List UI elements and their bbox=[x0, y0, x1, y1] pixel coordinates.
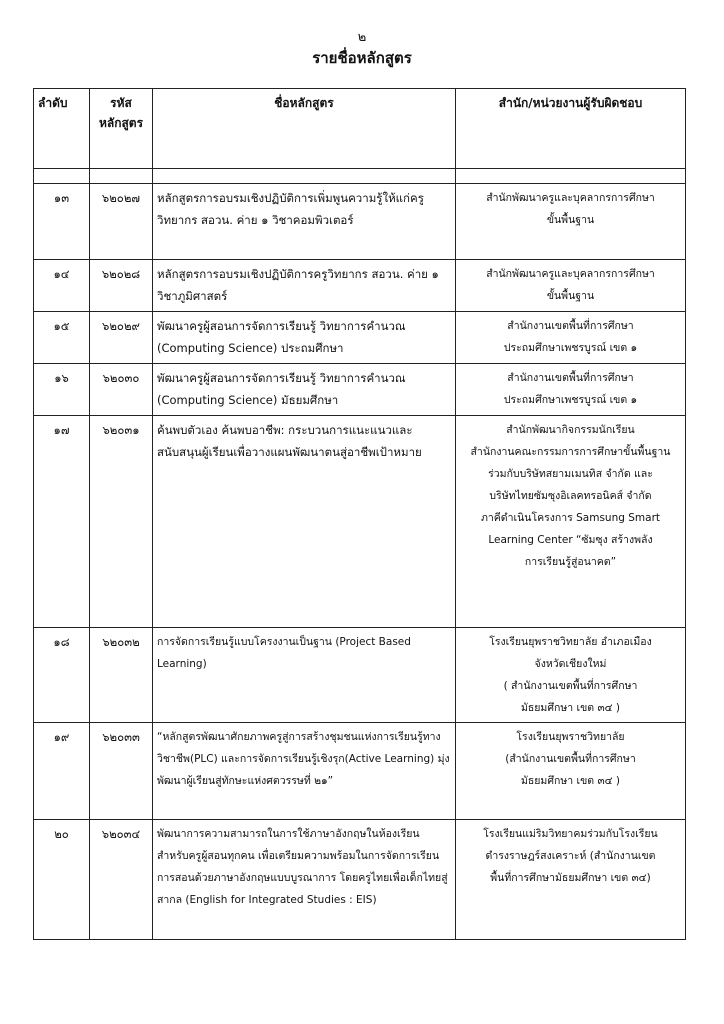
agency-line: ประถมศึกษาเพชรบูรณ์ เขต ๑ bbox=[503, 394, 638, 406]
table-row bbox=[34, 723, 686, 820]
row-number: ๑๖ bbox=[34, 364, 90, 416]
course-name: พัฒนาการความสามารถในการใช้ภาษาอังกฤษในห้องเรียนสำหรับครูผู้สอนทุกคน เพื่อเตรียมความพร้อมในการจัดการเรียนการสอนด้วยภาษาอังกฤษแบบบูรณาการ โดยครูไทยเพื่อเด็กไทยสู่สากล (English for Integrated Studies : EIS) bbox=[153, 820, 456, 940]
course-code: ๖๒๐๓๔ bbox=[90, 820, 153, 940]
course-name: การจัดการเรียนรู้แบบโครงงานเป็นฐาน (Project Based Learning) bbox=[153, 628, 456, 723]
row-number: ๒๐ bbox=[34, 820, 90, 940]
course-code: ๖๒๐๓๑ bbox=[90, 416, 153, 628]
course-name: หลักสูตรการอบรมเชิงปฏิบัติการครูวิทยากร สอวน. ค่าย ๑ วิชาภูมิศาสตร์ bbox=[153, 260, 456, 312]
table-row bbox=[34, 416, 686, 628]
row-number: ๑๔ bbox=[34, 260, 90, 312]
course-code: ๖๒๐๓๓ bbox=[90, 723, 153, 820]
course-agency bbox=[456, 260, 686, 312]
agency-line: โรงเรียนยุพราชวิทยาลัย อำเภอเมือง bbox=[489, 636, 652, 648]
row-number: ๑๗ bbox=[34, 416, 90, 628]
agency-line: ประถมศึกษาเพชรบูรณ์ เขต ๑ bbox=[503, 342, 638, 354]
course-agency bbox=[456, 820, 686, 940]
course-agency bbox=[456, 416, 686, 628]
agency-line: สำนักงานเขตพื้นที่การศึกษา bbox=[507, 320, 634, 332]
course-code: ๖๒๐๒๘ bbox=[90, 260, 153, 312]
agency-line: จังหวัดเชียงใหม่ bbox=[534, 658, 607, 670]
agency-line: สำนักงานคณะกรรมการการศึกษาขั้นพื้นฐาน bbox=[470, 446, 671, 458]
course-code: ๖๒๐๒๗ bbox=[90, 184, 153, 260]
course-agency bbox=[456, 184, 686, 260]
row-number: ๑๘ bbox=[34, 628, 90, 723]
course-agency bbox=[456, 364, 686, 416]
table-row bbox=[34, 312, 686, 364]
agency-line: สำนักพัฒนากิจกรรมนักเรียน bbox=[506, 424, 635, 436]
header-code-line2: หลักสูตร bbox=[98, 116, 144, 130]
header-agency: สำนัก/หน่วยงานผู้รับผิดชอบ bbox=[456, 89, 686, 169]
agency-line: สำนักงานเขตพื้นที่การศึกษา bbox=[507, 372, 634, 384]
header-code-line1: รหัส bbox=[110, 96, 132, 110]
course-name: หลักสูตรการอบรมเชิงปฏิบัติการเพิ่มพูนความรู้ให้แก่ครูวิทยากร สอวน. ค่าย ๑ วิชาคอมพิวเตอร์ bbox=[153, 184, 456, 260]
course-code: ๖๒๐๓๐ bbox=[90, 364, 153, 416]
table-row bbox=[34, 820, 686, 940]
table-row bbox=[34, 628, 686, 723]
agency-line: ( สำนักงานเขตพื้นที่การศึกษา bbox=[503, 680, 638, 692]
page-number: ๒ bbox=[357, 30, 367, 45]
agency-line: สำนักพัฒนาครูและบุคลากรการศึกษา bbox=[486, 268, 655, 280]
row-number: ๑๕ bbox=[34, 312, 90, 364]
agency-line: โรงเรียนยุพราชวิทยาลัย bbox=[516, 731, 625, 743]
agency-line: (สำนักงานเขตพื้นที่การศึกษา bbox=[505, 753, 636, 765]
agency-line: ร่วมกับบริษัทสยามเมนทิส จำกัด และ bbox=[488, 468, 653, 480]
course-agency bbox=[456, 312, 686, 364]
agency-line: ขั้นพื้นฐาน bbox=[546, 290, 595, 302]
agency-line: พื้นที่การศึกษามัธยมศึกษา เขต ๓๔) bbox=[490, 872, 651, 884]
agency-line: ขั้นพื้นฐาน bbox=[546, 214, 595, 226]
header-no: ลำดับ bbox=[34, 89, 90, 169]
agency-line: สำนักพัฒนาครูและบุคลากรการศึกษา bbox=[486, 192, 655, 204]
course-table bbox=[33, 88, 686, 940]
course-name: ค้นพบตัวเอง ค้นพบอาชีพ: กระบวนการแนะแนวและสนับสนุนผู้เรียนเพื่อวางแผนพัฒนาตนสู่อาชีพเป้าหมาย bbox=[153, 416, 456, 628]
course-code: ๖๒๐๒๙ bbox=[90, 312, 153, 364]
table-row bbox=[34, 260, 686, 312]
agency-line: มัธยมศึกษา เขต ๓๔ ) bbox=[520, 775, 621, 787]
row-number: ๑๓ bbox=[34, 184, 90, 260]
header-name: ชื่อหลักสูตร bbox=[153, 89, 456, 169]
document-title: รายชื่อหลักสูตร bbox=[312, 49, 412, 67]
agency-line: ดำรงราษฎร์สงเคราะห์ (สำนักงานเขต bbox=[485, 850, 656, 862]
table-row bbox=[34, 184, 686, 260]
header-code bbox=[90, 89, 153, 169]
spacer-row bbox=[34, 169, 686, 184]
course-name: พัฒนาครูผู้สอนการจัดการเรียนรู้ วิทยาการคำนวณ (Computing Science) มัธยมศึกษา bbox=[153, 364, 456, 416]
agency-line: โรงเรียนแม่ริมวิทยาคมร่วมกับโรงเรียน bbox=[483, 828, 658, 840]
agency-line: บริษัทไทยซัมซุงอิเลคทรอนิคส์ จำกัด bbox=[489, 490, 652, 502]
agency-line: การเรียนรู้สู่อนาคต” bbox=[524, 556, 617, 568]
course-code: ๖๒๐๓๒ bbox=[90, 628, 153, 723]
agency-line: มัธยมศึกษา เขต ๓๔ ) bbox=[520, 702, 621, 714]
agency-line: ภาคีดำเนินโครงการ Samsung Smart bbox=[480, 512, 661, 524]
row-number: ๑๙ bbox=[34, 723, 90, 820]
course-agency bbox=[456, 628, 686, 723]
table-header-row bbox=[34, 89, 686, 169]
table-row bbox=[34, 364, 686, 416]
course-name: พัฒนาครูผู้สอนการจัดการเรียนรู้ วิทยาการคำนวณ (Computing Science) ประถมศึกษา bbox=[153, 312, 456, 364]
agency-line: Learning Center “ซัมซุง สร้างพลัง bbox=[488, 534, 653, 546]
course-name: “หลักสูตรพัฒนาศักยภาพครูสู่การสร้างชุมชนแห่งการเรียนรู้ทางวิชาชีพ(PLC) และการจัดการเรียนรู้เชิงรุก(Active Learning) มุ่งพัฒนาผู้เรียนสู่ทักษะแห่งศตวรรษที่ ๒๑” bbox=[153, 723, 456, 820]
course-agency bbox=[456, 723, 686, 820]
